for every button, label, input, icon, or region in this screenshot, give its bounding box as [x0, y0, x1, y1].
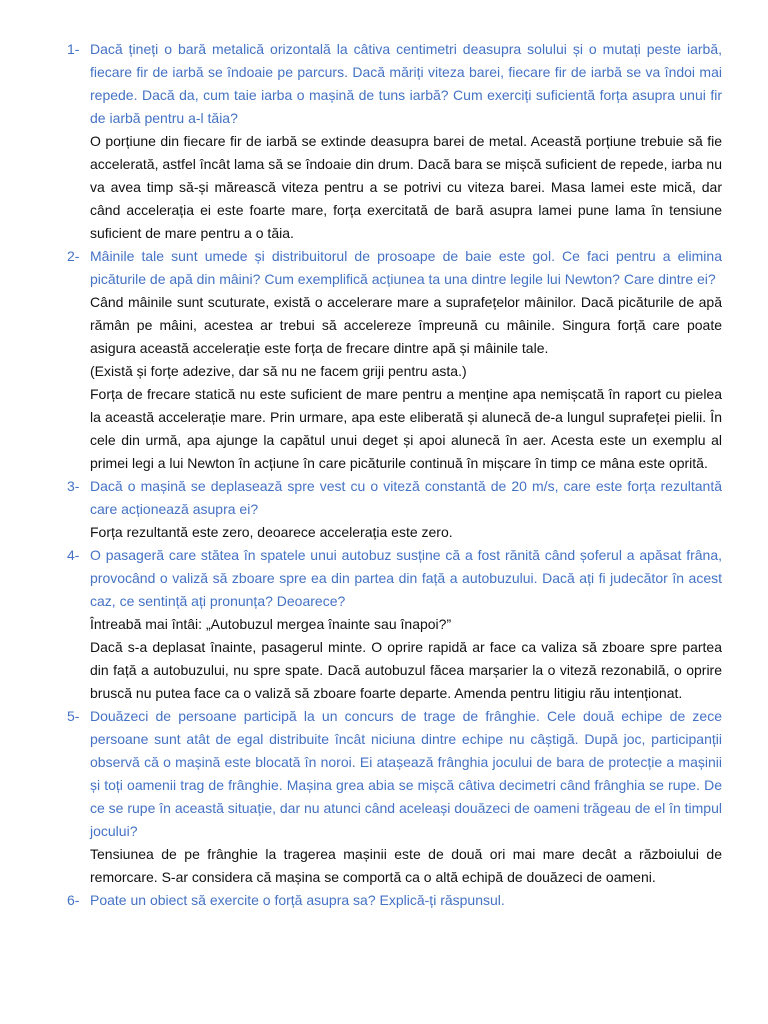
- question-item: [0, 245, 768, 475]
- question-text: Poate un obiect să exercite o forță asupra sa? Explică-ți răspunsul.: [90, 892, 505, 908]
- question-number: 5-: [67, 708, 80, 724]
- question-text: Mâinile tale sunt umede și distribuitorul de prosoape de baie este gol. Ce faci pentru a elimina picăturile de apă din mâini? Cum exemplifică acțiunea ta una dintre legile lui Newton? Care dintre ei?: [90, 248, 722, 287]
- question-text: O pasageră care stătea în spatele unui autobuz susține că a fost rănită când șoferul a apăsat frâna, provocând o valiză să zboare spre ea din partea din față a autobuzului. Dacă ați fi judecător în acest caz, ce sentință ați pronunța? Deoarece?: [90, 547, 722, 609]
- question-number: 4-: [67, 547, 80, 563]
- question-item: [0, 475, 768, 544]
- question-item: [0, 889, 768, 912]
- answer-paragraph: O porțiune din fiecare fir de iarbă se extinde deasupra barei de metal. Această porțiune trebuie să fie accelerată, astfel încât lama să se îndoaie din drum. Dacă bara se mișcă suficient de repede, iarba nu va avea timp să-și mărească viteza pentru a se potrivi cu viteza barei. Masa lamei este mică, dar când accelerația ei este foarte mare, forța exercitată de bară asupra lamei pune lama în tensiune suficient de mare pentru a o tăia.: [90, 133, 722, 241]
- question-item: [0, 544, 768, 705]
- answer-paragraph: Forța de frecare statică nu este suficient de mare pentru a menține apa nemișcată în raport cu pielea la această accelerație mare. Prin urmare, apa este eliberată și alunecă de-a lungul suprafeței pielii. În cele din urmă, apa ajunge la capătul unui deget și apoi alunecă în aer. Acesta este un exemplu al primei legi a lui Newton în acțiune în care picăturile continuă în mișcare în timp ce mâna este oprită.: [90, 386, 722, 471]
- document-page: [0, 38, 768, 912]
- question-number: 3-: [67, 478, 80, 494]
- question-number: 1-: [67, 41, 80, 57]
- question-number: 2-: [67, 248, 80, 264]
- question-item: [0, 38, 768, 245]
- answer-paragraph: Dacă s-a deplasat înainte, pasagerul minte. O oprire rapidă ar face ca valiza să zboare spre partea din față a autobuzului, nu spre spate. Dacă autobuzul făcea marșarier la o viteză rezonabilă, o oprire bruscă nu putea face ca o valiză să zboare foarte departe. Amenda pentru litigiu rău intenționat.: [90, 639, 722, 701]
- question-list: [0, 38, 768, 912]
- answer-paragraph: Forța rezultantă este zero, deoarece accelerația este zero.: [90, 524, 453, 540]
- question-text: Dacă țineți o bară metalică orizontală la câtiva centimetri deasupra solului și o mutați peste iarbă, fiecare fir de iarbă se îndoaie pe parcurs. Dacă măriți viteza barei, fiecare fir de iarbă se va îndoi mai repede. Dacă da, cum taie iarba o mașină de tuns iarbă? Cum exerciți suficientă forța asupra unui fir de iarbă pentru a-l tăia?: [90, 41, 722, 126]
- question-text: Dacă o mașină se deplasează spre vest cu o viteză constantă de 20 m/s, care este forța rezultantă care acționează asupra ei?: [90, 478, 722, 517]
- question-text: Douăzeci de persoane participă la un concurs de trage de frânghie. Cele două echipe de zece persoane sunt atât de egal distribuite încât niciuna dintre echipe nu câștigă. După joc, participanții observă că o mașină este blocată în noroi. Ei atașează frânghia jocului de bara de protecție a mașinii și toți oamenii trag de frânghie. Mașina grea abia se mișcă câtiva decimetri când frânghia se rupe. De ce se rupe în această situație, dar nu atunci când aceleași douăzeci de oameni trăgeau de el în timpul jocului?: [90, 708, 722, 839]
- question-item: [0, 705, 768, 889]
- answer-paragraph: (Există și forțe adezive, dar să nu ne facem griji pentru asta.): [90, 363, 467, 379]
- answer-paragraph: Întreabă mai întâi: „Autobuzul mergea înainte sau înapoi?”: [90, 616, 452, 632]
- answer-paragraph: Când mâinile sunt scuturate, există o accelerare mare a suprafețelor mâinilor. Dacă picăturile de apă rămân pe mâini, acestea ar trebui să accelereze împreună cu mâinile. Singura forță care poate asigura această accelerație este forța de frecare dintre apă și mâinile tale.: [90, 294, 722, 356]
- answer-paragraph: Tensiunea de pe frânghie la tragerea mașinii este de două ori mai mare decât a războiului de remorcare. S-ar considera că mașina se comportă ca o altă echipă de douăzeci de oameni.: [90, 846, 722, 885]
- question-number: 6-: [67, 892, 80, 908]
